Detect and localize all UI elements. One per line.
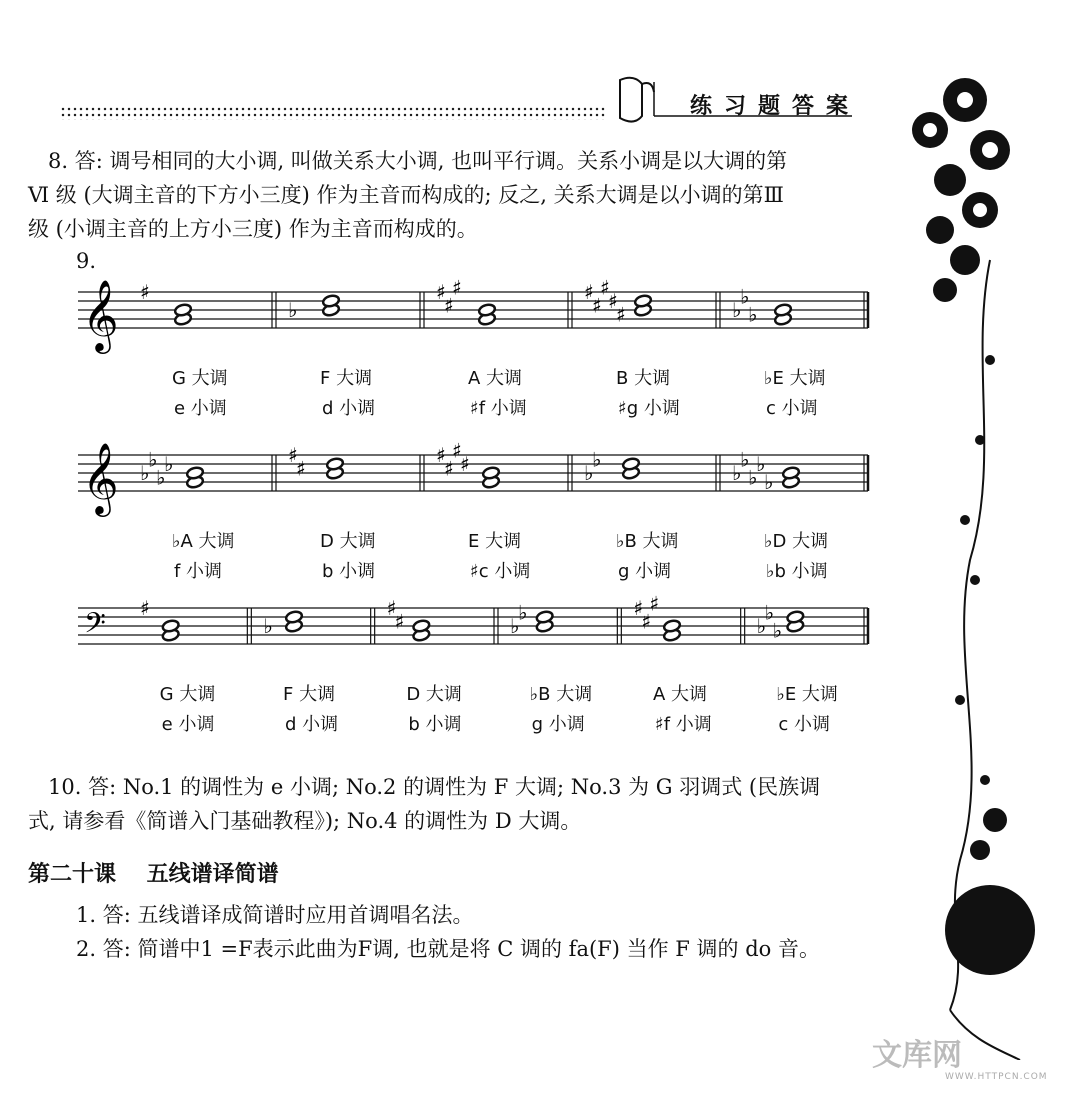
flat-icon: ♭	[764, 600, 775, 625]
staff-1	[0, 262, 900, 362]
answer-8-line-2: Ⅵ 级 (大调主音的下方小三度) 作为主音而构成的; 反之, 关系大调是以小调的第Ⅲ	[28, 183, 784, 207]
flat-icon: ♭	[740, 284, 750, 309]
minor-key-label: ♯c 小调	[470, 561, 531, 582]
sharp-icon: ♯	[649, 591, 660, 616]
flat-icon: ♭	[772, 618, 783, 643]
sharp-icon: ♯	[608, 289, 618, 313]
major-key-label: A 大调	[468, 368, 523, 389]
bass-clef-icon: 𝄢	[84, 607, 106, 647]
major-key-label: G 大调	[172, 368, 228, 389]
minor-key-label: c 小调	[766, 398, 818, 419]
treble-clef-icon: 𝄞	[82, 278, 119, 351]
flat-icon: ♭	[756, 614, 767, 638]
sharp-icon: ♯	[394, 609, 405, 634]
flat-icon: ♭	[164, 452, 174, 476]
flat-icon: ♭	[156, 465, 166, 490]
answer-10-line-1: 10. 答: No.1 的调性为 e 小调; No.2 的调性为 F 大调; No.3 为 G 羽调式 (民族调	[48, 775, 821, 799]
flat-icon: ♭	[732, 461, 742, 485]
minor-key-label: e 小调	[174, 398, 227, 419]
answer-8-line-1: 8. 答: 调号相同的大小调, 叫做关系大小调, 也叫平行调。关系小调是以大调的第	[48, 149, 788, 173]
major-key-label: F 大调	[283, 684, 336, 705]
sharp-icon: ♯	[296, 456, 306, 481]
lesson-answer-1: 1. 答: 五线谱译成简谱时应用首调唱名法。	[76, 903, 474, 927]
major-key-label: ♭E 大调	[776, 684, 838, 705]
staff-3	[0, 578, 900, 678]
lesson-title: 第二十课 五线谱译简谱	[28, 862, 279, 887]
major-key-label: B 大调	[616, 368, 671, 389]
sharp-icon: ♯	[616, 302, 626, 327]
sharp-icon: ♯	[386, 596, 397, 620]
staff-2	[0, 425, 900, 525]
sharp-icon: ♯	[600, 275, 610, 300]
major-key-label: A 大调	[653, 684, 708, 705]
answer-8-line-3: 级 (小调主音的上方小三度) 作为主音而构成的。	[28, 217, 478, 241]
flat-icon: ♭	[592, 447, 602, 472]
sharp-icon: ♯	[436, 443, 446, 467]
flat-icon: ♭	[263, 614, 273, 638]
minor-key-label: ♭b 小调	[766, 561, 828, 582]
major-key-label: ♭B 大调	[529, 684, 593, 705]
flat-icon: ♭	[748, 302, 758, 327]
sharp-icon: ♯	[436, 280, 446, 304]
sharp-icon: ♯	[592, 293, 602, 318]
minor-key-label: d 小调	[322, 398, 376, 419]
minor-key-label: g 小调	[618, 561, 672, 582]
flat-icon: ♭	[140, 461, 150, 485]
major-key-label: D 大调	[406, 684, 462, 705]
header-title: 练习题答案	[690, 94, 861, 119]
major-key-label: ♭A 大调	[172, 531, 235, 552]
answer-9-label: 9.	[76, 249, 97, 273]
watermark-logo: 文库网	[872, 1038, 962, 1073]
minor-key-label: f 小调	[174, 561, 223, 582]
floral-border-decoration	[850, 60, 1067, 1060]
minor-key-label: ♯f 小调	[655, 714, 712, 735]
major-key-label: G 大调	[159, 684, 216, 705]
flat-icon: ♭	[740, 447, 750, 472]
flat-icon: ♭	[732, 298, 742, 322]
major-key-label: ♭D 大调	[764, 531, 829, 552]
sharp-icon: ♯	[452, 275, 462, 300]
minor-key-label: ♯g 小调	[618, 398, 680, 419]
answer-10-line-2: 式, 请参看《简谱入门基础教程》); No.4 的调性为 D 大调。	[28, 809, 582, 833]
watermark-url: WWW.HTTPCN.COM	[945, 1072, 1048, 1082]
major-key-label: ♭B 大调	[616, 531, 679, 552]
flat-icon: ♭	[288, 298, 298, 322]
flat-icon: ♭	[748, 465, 758, 490]
sharp-icon: ♯	[641, 609, 652, 634]
major-key-label: D 大调	[320, 531, 376, 552]
minor-key-label: ♯f 小调	[470, 398, 527, 419]
sharp-icon: ♯	[633, 596, 644, 620]
major-key-label: E 大调	[468, 531, 522, 552]
sharp-icon: ♯	[140, 596, 150, 620]
major-key-label: ♭E 大调	[764, 368, 826, 389]
minor-key-label: b 小调	[322, 561, 376, 582]
flat-icon: ♭	[510, 614, 520, 638]
minor-key-label: e 小调	[161, 714, 215, 735]
sharp-icon: ♯	[444, 456, 454, 481]
flat-icon: ♭	[518, 600, 528, 625]
flat-icon: ♭	[584, 461, 594, 485]
sharp-icon: ♯	[288, 443, 298, 467]
flat-icon: ♭	[148, 447, 158, 472]
lesson-answer-2: 2. 答: 简谱中1 =F表示此曲为F调, 也就是将 C 调的 fa(F) 当作 F 调的 do 音。	[76, 937, 820, 961]
sharp-icon: ♯	[140, 280, 150, 304]
sharp-icon: ♯	[584, 280, 594, 304]
minor-key-label: b 小调	[408, 714, 462, 735]
sharp-icon: ♯	[452, 438, 462, 463]
treble-clef-icon: 𝄞	[82, 441, 119, 514]
sharp-icon: ♯	[460, 452, 470, 476]
flat-icon: ♭	[756, 452, 766, 476]
dotted-rule	[60, 106, 605, 120]
minor-key-label: c 小调	[778, 714, 830, 735]
minor-key-label: g 小调	[531, 714, 585, 735]
flat-icon: ♭	[764, 470, 774, 494]
minor-key-label: d 小调	[285, 714, 339, 735]
sharp-icon: ♯	[444, 293, 454, 318]
major-key-label: F 大调	[320, 368, 373, 389]
